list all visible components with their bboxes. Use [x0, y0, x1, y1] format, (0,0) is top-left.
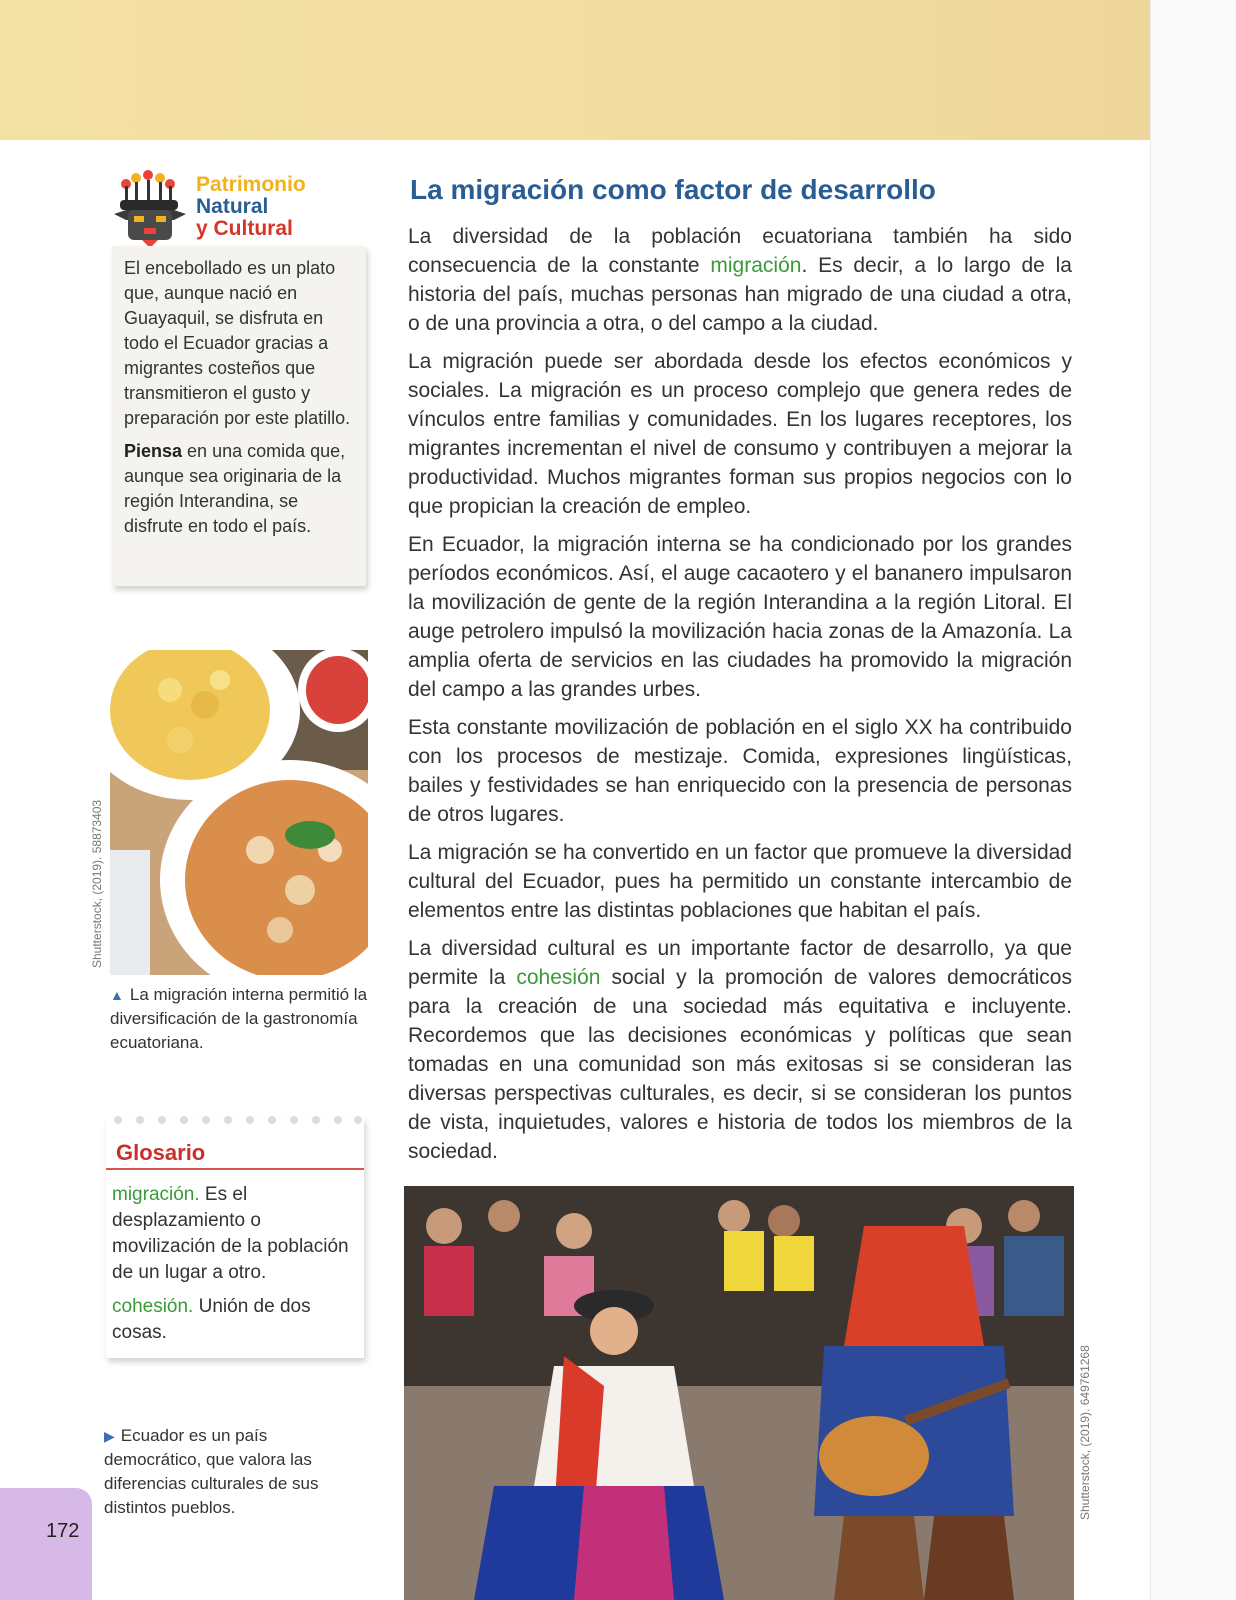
heritage-title: [196, 174, 306, 240]
dance-photo-credit: Shutterstock, (2019). 649761268: [1078, 1345, 1092, 1520]
paragraph-text: La diversidad de la población ecuatoriana también ha sido consecuencia de la constante: [408, 225, 1072, 277]
food-photo-caption: [110, 983, 370, 1055]
glossary-divider: [106, 1168, 364, 1170]
notebook-holes-icon: [110, 1114, 364, 1126]
heritage-prompt-rest: en una comida que, aunque sea originaria de la región Interandina, se disfrute en todo el país.: [124, 441, 346, 536]
glossary-entries: [112, 1182, 358, 1354]
paragraph: La migración se ha convertido en un factor que promueve la diversidad cultural del Ecuador, pues ha permitido un constante intercambio de elementos entre las distintas poblaciones que habitan el país.: [408, 841, 1072, 922]
food-photo: [110, 650, 368, 975]
glossary-entry: [112, 1182, 358, 1286]
heritage-paragraph: El encebollado es un plato que, aunque nació en Guayaquil, se disfruta en todo el Ecuador gracias a migrantes costeños que transmitieron el gusto y preparación por este platillo.: [124, 258, 351, 428]
glossary-definition: Unión de dos cosas.: [112, 1296, 311, 1343]
dance-photo: [404, 1186, 1074, 1600]
paragraph-text: . Es decir, a lo largo de la historia del país, muchas personas han migrado de una ciudad a otra, o de una provincia a otra, o del campo a la ciudad.: [408, 254, 1072, 335]
triangle-right-icon: ▶: [104, 1428, 115, 1444]
glossary-entry: [112, 1294, 358, 1346]
food-photo-credit: Shutterstock, (2019). 58873403: [90, 799, 104, 968]
heritage-title-line3: y Cultural: [196, 217, 293, 240]
paragraph: [408, 222, 1072, 338]
top-color-band: [0, 0, 1150, 140]
glossary-definition: Es el desplazamiento o movilización de la población de un lugar a otro.: [112, 1184, 349, 1283]
page-number: 172: [46, 1520, 80, 1542]
glossary-title: Glosario: [116, 1140, 206, 1165]
dance-caption-text: Ecuador es un país democrático, que valora las diferencias culturales de sus distintos pueblos.: [104, 1426, 319, 1517]
paragraph: [408, 934, 1072, 1166]
food-caption-text: La migración interna permitió la diversificación de la gastronomía ecuatoriana.: [110, 985, 368, 1052]
page-number-tab: [0, 1488, 92, 1600]
paragraph: En Ecuador, la migración interna se ha condicionado por los grandes períodos económicos. Así, el auge cacaotero y el bananero impulsaron la movilización de gente de la región Interandina a la región Litoral. El auge petrolero impulsó la movilización hacia zonas de la Amazonía. La amplia oferta de servicios en las ciudades ha promovido la migración del campo a las grandes urbes.: [408, 533, 1072, 701]
glossary-term: cohesión.: [112, 1296, 194, 1317]
paragraph: La migración puede ser abordada desde los efectos económicos y sociales. La migración es un proceso complejo que genera redes de vínculos entre familias y comunidades. En los lugares receptores, los migrantes incrementan el nivel de consumo y contribuyen a mejorar la productividad. Muchos migrantes forman sus propios negocios con lo que propician la creación de empleo.: [408, 350, 1072, 518]
triangle-up-icon: ▲: [110, 987, 124, 1003]
heritage-title-line1: Patrimonio: [196, 173, 306, 196]
page-edge: [1150, 0, 1236, 1600]
paragraph: Esta constante movilización de población en el siglo XX ha contribuido con los procesos de mestizaje. Comida, expresiones lingüísticas, bailes y festividades se han enriquecido con la presencia de personas de otros lugares.: [408, 716, 1072, 826]
paragraph-text: La diversidad cultural es un importante factor de desarrollo, ya que permite la: [408, 937, 1072, 989]
heritage-title-line2: Natural: [196, 195, 269, 218]
paragraph-text: social y la promoción de valores democráticos para la creación de una sociedad más equitativa e incluyente. Recordemos que las decisiones económicas y políticas que sean tomadas en una comunidad son más exitosas si se consideran las diversas perspectivas culturales, es decir, si se consideran los puntos de vista, inquietudes, valores e historia de todos los miembros de la sociedad.: [408, 966, 1072, 1163]
ceremonial-mask-icon: [112, 170, 188, 248]
main-body: [408, 222, 1072, 1175]
heritage-text: [124, 256, 360, 547]
keyword-migracion: migración: [710, 254, 802, 277]
keyword-cohesion: cohesión: [516, 966, 601, 989]
heritage-prompt: [124, 439, 360, 539]
main-title: La migración como factor de desarrollo: [410, 174, 936, 205]
dance-photo-caption: [104, 1424, 364, 1520]
glossary-term: migración.: [112, 1184, 200, 1205]
heritage-prompt-bold: Piensa: [124, 441, 183, 461]
